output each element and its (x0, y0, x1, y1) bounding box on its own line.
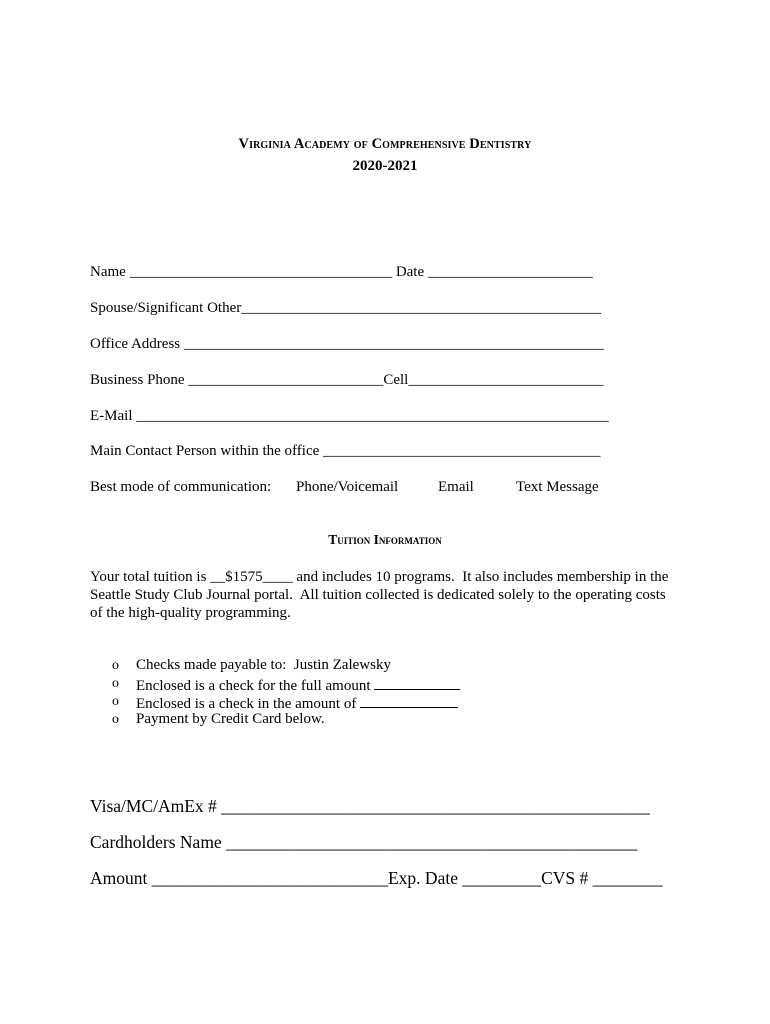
document-title: Virginia Academy of Comprehensive Dentistry (238, 136, 532, 152)
bullet-icon: o (112, 658, 119, 673)
email-field[interactable]: E-Mail _______________________________________________________________ (90, 408, 609, 424)
payment-option-full-amount[interactable] (136, 675, 460, 695)
payment-option-full-amount-label: Enclosed is a check for the full amount (136, 678, 371, 694)
name-date-field[interactable]: Name ___________________________________ Date ______________________ (90, 264, 593, 280)
tuition-paragraph-line-3: of the high-quality programming. (90, 605, 291, 621)
tuition-heading: Tuition Information (328, 532, 442, 547)
full-amount-blank[interactable] (374, 675, 460, 690)
bullet-icon: o (112, 676, 119, 691)
spouse-field[interactable]: Spouse/Significant Other________________________________________________ (90, 300, 602, 316)
payment-option-credit-card[interactable]: Payment by Credit Card below. (136, 711, 325, 727)
comm-option-email[interactable]: Email (438, 479, 474, 495)
cardholder-name-field[interactable]: Cardholders Name _______________________________________________ (90, 832, 638, 852)
office-address-field[interactable]: Office Address ________________________________________________________ (90, 336, 604, 352)
comm-option-text[interactable]: Text Message (516, 479, 599, 495)
tuition-paragraph-line-1: Your total tuition is __$1575____ and includes 10 programs. It also includes membership in the (90, 569, 669, 585)
partial-amount-blank[interactable] (360, 693, 458, 708)
comm-option-phone[interactable]: Phone/Voicemail (296, 479, 399, 495)
payment-option-partial-amount[interactable] (136, 693, 458, 713)
document-year: 2020-2021 (352, 158, 418, 174)
tuition-paragraph-line-2: Seattle Study Club Journal portal. All tuition collected is dedicated solely to the operating costs (90, 587, 666, 603)
phone-cell-field[interactable]: Business Phone __________________________Cell__________________________ (90, 372, 604, 388)
bullet-icon: o (112, 694, 119, 709)
communication-label: Best mode of communication: (90, 479, 272, 495)
payment-option-partial-amount-label: Enclosed is a check in the amount of (136, 696, 357, 712)
bullet-icon: o (112, 712, 119, 727)
card-number-field[interactable]: Visa/MC/AmEx # _________________________________________________ (90, 796, 650, 816)
payment-option-checks[interactable]: Checks made payable to: Justin Zalewsky (136, 657, 391, 673)
main-contact-field[interactable]: Main Contact Person within the office _____________________________________ (90, 443, 601, 459)
amount-expiry-cvs-field[interactable]: Amount ___________________________Exp. Date _________CVS # ________ (90, 868, 663, 888)
